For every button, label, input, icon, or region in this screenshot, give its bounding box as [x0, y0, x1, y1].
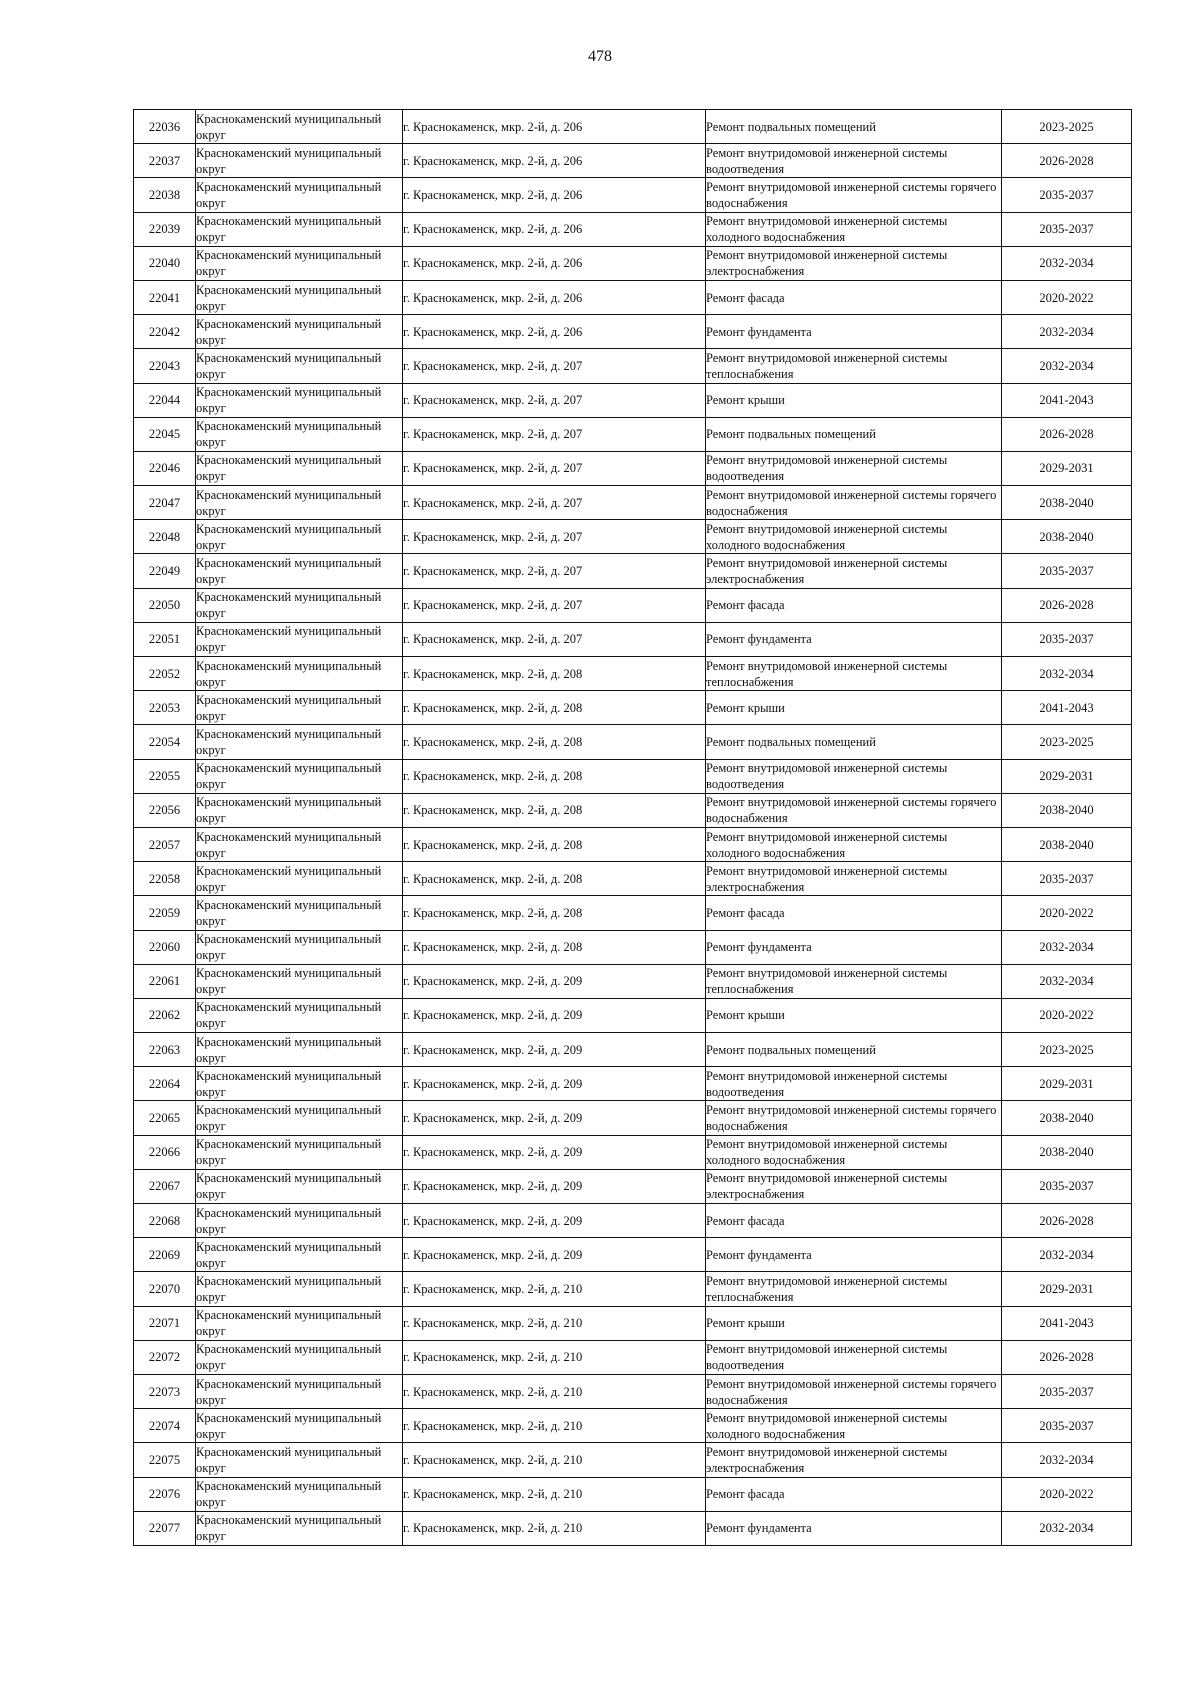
record-number-cell: 22061 [134, 964, 196, 998]
period-cell: 2020-2022 [1002, 1477, 1132, 1511]
period-cell: 2023-2025 [1002, 1033, 1132, 1067]
work-type-cell: Ремонт внутридомовой инженерной системы теплоснабжения [706, 1272, 1002, 1306]
municipality-cell: Краснокаменский муниципальный округ [196, 246, 403, 280]
period-cell: 2026-2028 [1002, 1340, 1132, 1374]
work-type-cell: Ремонт внутридомовой инженерной системы электроснабжения [706, 1169, 1002, 1203]
address-cell: г. Краснокаменск, мкр. 2-й, д. 210 [403, 1272, 706, 1306]
work-type-cell: Ремонт подвальных помещений [706, 417, 1002, 451]
address-cell: г. Краснокаменск, мкр. 2-й, д. 207 [403, 451, 706, 485]
address-cell: г. Краснокаменск, мкр. 2-й, д. 206 [403, 110, 706, 144]
work-type-cell: Ремонт подвальных помещений [706, 110, 1002, 144]
municipality-cell: Краснокаменский муниципальный округ [196, 315, 403, 349]
table-row [134, 793, 1132, 827]
work-type-cell: Ремонт внутридомовой инженерной системы водоотведения [706, 1067, 1002, 1101]
record-number-cell: 22069 [134, 1238, 196, 1272]
work-type-cell: Ремонт внутридомовой инженерной системы водоотведения [706, 144, 1002, 178]
table-row [134, 930, 1132, 964]
table-row [134, 1238, 1132, 1272]
address-cell: г. Краснокаменск, мкр. 2-й, д. 207 [403, 417, 706, 451]
municipality-cell: Краснокаменский муниципальный округ [196, 862, 403, 896]
work-type-cell: Ремонт внутридомовой инженерной системы электроснабжения [706, 246, 1002, 280]
work-type-cell: Ремонт подвальных помещений [706, 725, 1002, 759]
municipality-cell: Краснокаменский муниципальный округ [196, 520, 403, 554]
period-cell: 2032-2034 [1002, 246, 1132, 280]
period-cell: 2035-2037 [1002, 1409, 1132, 1443]
record-number-cell: 22070 [134, 1272, 196, 1306]
record-number-cell: 22071 [134, 1306, 196, 1340]
table-row [134, 1306, 1132, 1340]
address-cell: г. Краснокаменск, мкр. 2-й, д. 207 [403, 588, 706, 622]
work-type-cell: Ремонт фундамента [706, 622, 1002, 656]
municipality-cell: Краснокаменский муниципальный округ [196, 1340, 403, 1374]
table-row [134, 1477, 1132, 1511]
municipality-cell: Краснокаменский муниципальный округ [196, 1033, 403, 1067]
address-cell: г. Краснокаменск, мкр. 2-й, д. 210 [403, 1511, 706, 1545]
work-type-cell: Ремонт внутридомовой инженерной системы холодного водоснабжения [706, 212, 1002, 246]
period-cell: 2029-2031 [1002, 1272, 1132, 1306]
period-cell: 2035-2037 [1002, 554, 1132, 588]
municipality-cell: Краснокаменский муниципальный округ [196, 896, 403, 930]
period-cell: 2032-2034 [1002, 1443, 1132, 1477]
table-row [134, 862, 1132, 896]
address-cell: г. Краснокаменск, мкр. 2-й, д. 209 [403, 1204, 706, 1238]
table-row [134, 178, 1132, 212]
municipality-cell: Краснокаменский муниципальный округ [196, 280, 403, 314]
period-cell: 2026-2028 [1002, 144, 1132, 178]
period-cell: 2020-2022 [1002, 998, 1132, 1032]
municipality-cell: Краснокаменский муниципальный округ [196, 554, 403, 588]
period-cell: 2035-2037 [1002, 178, 1132, 212]
address-cell: г. Краснокаменск, мкр. 2-й, д. 209 [403, 1033, 706, 1067]
table-row [134, 964, 1132, 998]
work-type-cell: Ремонт фундамента [706, 315, 1002, 349]
work-type-cell: Ремонт фасада [706, 1204, 1002, 1238]
table-row [134, 998, 1132, 1032]
record-number-cell: 22057 [134, 827, 196, 861]
address-cell: г. Краснокаменск, мкр. 2-й, д. 207 [403, 622, 706, 656]
work-type-cell: Ремонт подвальных помещений [706, 1033, 1002, 1067]
work-type-cell: Ремонт крыши [706, 1306, 1002, 1340]
work-type-cell: Ремонт крыши [706, 998, 1002, 1032]
period-cell: 2038-2040 [1002, 520, 1132, 554]
address-cell: г. Краснокаменск, мкр. 2-й, д. 206 [403, 212, 706, 246]
record-number-cell: 22054 [134, 725, 196, 759]
address-cell: г. Краснокаменск, мкр. 2-й, д. 207 [403, 486, 706, 520]
address-cell: г. Краснокаменск, мкр. 2-й, д. 208 [403, 657, 706, 691]
municipality-cell: Краснокаменский муниципальный округ [196, 1272, 403, 1306]
period-cell: 2020-2022 [1002, 896, 1132, 930]
record-number-cell: 22053 [134, 691, 196, 725]
period-cell: 2035-2037 [1002, 212, 1132, 246]
address-cell: г. Краснокаменск, мкр. 2-й, д. 208 [403, 793, 706, 827]
municipality-cell: Краснокаменский муниципальный округ [196, 657, 403, 691]
municipality-cell: Краснокаменский муниципальный округ [196, 1374, 403, 1408]
table-row [134, 1169, 1132, 1203]
table-row [134, 554, 1132, 588]
address-cell: г. Краснокаменск, мкр. 2-й, д. 209 [403, 998, 706, 1032]
municipality-cell: Краснокаменский муниципальный округ [196, 110, 403, 144]
address-cell: г. Краснокаменск, мкр. 2-й, д. 206 [403, 246, 706, 280]
municipality-cell: Краснокаменский муниципальный округ [196, 622, 403, 656]
address-cell: г. Краснокаменск, мкр. 2-й, д. 207 [403, 554, 706, 588]
period-cell: 2029-2031 [1002, 1067, 1132, 1101]
work-type-cell: Ремонт внутридомовой инженерной системы теплоснабжения [706, 349, 1002, 383]
period-cell: 2029-2031 [1002, 759, 1132, 793]
record-number-cell: 22051 [134, 622, 196, 656]
work-type-cell: Ремонт фасада [706, 1477, 1002, 1511]
record-number-cell: 22065 [134, 1101, 196, 1135]
address-cell: г. Краснокаменск, мкр. 2-й, д. 208 [403, 725, 706, 759]
period-cell: 2041-2043 [1002, 1306, 1132, 1340]
municipality-cell: Краснокаменский муниципальный округ [196, 451, 403, 485]
period-cell: 2038-2040 [1002, 827, 1132, 861]
record-number-cell: 22075 [134, 1443, 196, 1477]
record-number-cell: 22062 [134, 998, 196, 1032]
page-number: 478 [588, 48, 612, 65]
address-cell: г. Краснокаменск, мкр. 2-й, д. 207 [403, 349, 706, 383]
municipality-cell: Краснокаменский муниципальный округ [196, 964, 403, 998]
table-row [134, 520, 1132, 554]
table-row [134, 827, 1132, 861]
table-row [134, 588, 1132, 622]
municipality-cell: Краснокаменский муниципальный округ [196, 793, 403, 827]
period-cell: 2035-2037 [1002, 1169, 1132, 1203]
record-number-cell: 22063 [134, 1033, 196, 1067]
address-cell: г. Краснокаменск, мкр. 2-й, д. 209 [403, 1101, 706, 1135]
address-cell: г. Краснокаменск, мкр. 2-й, д. 209 [403, 1067, 706, 1101]
address-cell: г. Краснокаменск, мкр. 2-й, д. 210 [403, 1374, 706, 1408]
period-cell: 2026-2028 [1002, 1204, 1132, 1238]
work-type-cell: Ремонт крыши [706, 691, 1002, 725]
work-type-cell: Ремонт крыши [706, 383, 1002, 417]
record-number-cell: 22067 [134, 1169, 196, 1203]
work-type-cell: Ремонт внутридомовой инженерной системы холодного водоснабжения [706, 520, 1002, 554]
work-type-cell: Ремонт фасада [706, 896, 1002, 930]
period-cell: 2029-2031 [1002, 451, 1132, 485]
municipality-cell: Краснокаменский муниципальный округ [196, 417, 403, 451]
record-number-cell: 22045 [134, 417, 196, 451]
address-cell: г. Краснокаменск, мкр. 2-й, д. 209 [403, 1169, 706, 1203]
table-row [134, 246, 1132, 280]
address-cell: г. Краснокаменск, мкр. 2-й, д. 207 [403, 383, 706, 417]
period-cell: 2038-2040 [1002, 486, 1132, 520]
record-number-cell: 22077 [134, 1511, 196, 1545]
period-cell: 2032-2034 [1002, 349, 1132, 383]
work-type-cell: Ремонт внутридомовой инженерной системы горячего водоснабжения [706, 1374, 1002, 1408]
address-cell: г. Краснокаменск, мкр. 2-й, д. 210 [403, 1409, 706, 1443]
work-type-cell: Ремонт внутридомовой инженерной системы водоотведения [706, 759, 1002, 793]
record-number-cell: 22046 [134, 451, 196, 485]
address-cell: г. Краснокаменск, мкр. 2-й, д. 209 [403, 1135, 706, 1169]
period-cell: 2032-2034 [1002, 930, 1132, 964]
municipality-cell: Краснокаменский муниципальный округ [196, 1067, 403, 1101]
period-cell: 2026-2028 [1002, 417, 1132, 451]
work-type-cell: Ремонт внутридомовой инженерной системы электроснабжения [706, 1443, 1002, 1477]
table-row [134, 1135, 1132, 1169]
record-number-cell: 22058 [134, 862, 196, 896]
record-number-cell: 22050 [134, 588, 196, 622]
period-cell: 2038-2040 [1002, 1101, 1132, 1135]
table-row [134, 212, 1132, 246]
address-cell: г. Краснокаменск, мкр. 2-й, д. 206 [403, 280, 706, 314]
record-number-cell: 22076 [134, 1477, 196, 1511]
period-cell: 2041-2043 [1002, 691, 1132, 725]
address-cell: г. Краснокаменск, мкр. 2-й, д. 210 [403, 1443, 706, 1477]
table-row [134, 349, 1132, 383]
municipality-cell: Краснокаменский муниципальный округ [196, 1204, 403, 1238]
address-cell: г. Краснокаменск, мкр. 2-й, д. 210 [403, 1306, 706, 1340]
work-type-cell: Ремонт внутридомовой инженерной системы холодного водоснабжения [706, 1409, 1002, 1443]
period-cell: 2032-2034 [1002, 964, 1132, 998]
municipality-cell: Краснокаменский муниципальный округ [196, 486, 403, 520]
record-number-cell: 22037 [134, 144, 196, 178]
municipality-cell: Краснокаменский муниципальный округ [196, 1477, 403, 1511]
municipality-cell: Краснокаменский муниципальный округ [196, 383, 403, 417]
work-type-cell: Ремонт внутридомовой инженерной системы горячего водоснабжения [706, 1101, 1002, 1135]
work-type-cell: Ремонт фундамента [706, 1511, 1002, 1545]
work-type-cell: Ремонт фундамента [706, 930, 1002, 964]
record-number-cell: 22068 [134, 1204, 196, 1238]
work-type-cell: Ремонт внутридомовой инженерной системы горячего водоснабжения [706, 178, 1002, 212]
table-row [134, 1340, 1132, 1374]
record-number-cell: 22048 [134, 520, 196, 554]
municipality-cell: Краснокаменский муниципальный округ [196, 1443, 403, 1477]
record-number-cell: 22052 [134, 657, 196, 691]
table-row [134, 1033, 1132, 1067]
table-body [134, 110, 1132, 1546]
table-row [134, 1067, 1132, 1101]
work-type-cell: Ремонт внутридомовой инженерной системы водоотведения [706, 451, 1002, 485]
period-cell: 2020-2022 [1002, 280, 1132, 314]
municipality-cell: Краснокаменский муниципальный округ [196, 588, 403, 622]
municipality-cell: Краснокаменский муниципальный округ [196, 212, 403, 246]
record-number-cell: 22074 [134, 1409, 196, 1443]
municipality-cell: Краснокаменский муниципальный округ [196, 1409, 403, 1443]
record-number-cell: 22072 [134, 1340, 196, 1374]
record-number-cell: 22040 [134, 246, 196, 280]
period-cell: 2035-2037 [1002, 1374, 1132, 1408]
address-cell: г. Краснокаменск, мкр. 2-й, д. 206 [403, 178, 706, 212]
record-number-cell: 22047 [134, 486, 196, 520]
work-type-cell: Ремонт внутридомовой инженерной системы холодного водоснабжения [706, 827, 1002, 861]
work-type-cell: Ремонт внутридомовой инженерной системы теплоснабжения [706, 964, 1002, 998]
period-cell: 2035-2037 [1002, 862, 1132, 896]
table-row [134, 315, 1132, 349]
address-cell: г. Краснокаменск, мкр. 2-й, д. 209 [403, 1238, 706, 1272]
table-row [134, 1272, 1132, 1306]
period-cell: 2023-2025 [1002, 725, 1132, 759]
municipality-cell: Краснокаменский муниципальный округ [196, 998, 403, 1032]
period-cell: 2035-2037 [1002, 622, 1132, 656]
table-row [134, 451, 1132, 485]
period-cell: 2032-2034 [1002, 315, 1132, 349]
municipality-cell: Краснокаменский муниципальный округ [196, 1306, 403, 1340]
table-row [134, 417, 1132, 451]
period-cell: 2026-2028 [1002, 588, 1132, 622]
work-type-cell: Ремонт внутридомовой инженерной системы холодного водоснабжения [706, 1135, 1002, 1169]
work-type-cell: Ремонт внутридомовой инженерной системы электроснабжения [706, 554, 1002, 588]
table-row [134, 110, 1132, 144]
address-cell: г. Краснокаменск, мкр. 2-й, д. 208 [403, 930, 706, 964]
table-row [134, 486, 1132, 520]
work-type-cell: Ремонт фасада [706, 280, 1002, 314]
work-type-cell: Ремонт внутридомовой инженерной системы теплоснабжения [706, 657, 1002, 691]
address-cell: г. Краснокаменск, мкр. 2-й, д. 210 [403, 1477, 706, 1511]
municipality-cell: Краснокаменский муниципальный округ [196, 827, 403, 861]
record-number-cell: 22038 [134, 178, 196, 212]
municipality-cell: Краснокаменский муниципальный округ [196, 1135, 403, 1169]
address-cell: г. Краснокаменск, мкр. 2-й, д. 209 [403, 964, 706, 998]
table-row [134, 1101, 1132, 1135]
work-type-cell: Ремонт внутридомовой инженерной системы электроснабжения [706, 862, 1002, 896]
record-number-cell: 22049 [134, 554, 196, 588]
municipality-cell: Краснокаменский муниципальный округ [196, 178, 403, 212]
table-row [134, 725, 1132, 759]
address-cell: г. Краснокаменск, мкр. 2-й, д. 208 [403, 862, 706, 896]
period-cell: 2041-2043 [1002, 383, 1132, 417]
work-type-cell: Ремонт фундамента [706, 1238, 1002, 1272]
period-cell: 2032-2034 [1002, 657, 1132, 691]
address-cell: г. Краснокаменск, мкр. 2-й, д. 208 [403, 759, 706, 793]
record-number-cell: 22059 [134, 896, 196, 930]
table-row [134, 691, 1132, 725]
address-cell: г. Краснокаменск, мкр. 2-й, д. 207 [403, 520, 706, 554]
address-cell: г. Краснокаменск, мкр. 2-й, д. 208 [403, 691, 706, 725]
municipality-cell: Краснокаменский муниципальный округ [196, 759, 403, 793]
record-number-cell: 22064 [134, 1067, 196, 1101]
address-cell: г. Краснокаменск, мкр. 2-й, д. 208 [403, 827, 706, 861]
record-number-cell: 22039 [134, 212, 196, 246]
period-cell: 2032-2034 [1002, 1238, 1132, 1272]
table-row [134, 280, 1132, 314]
table-row [134, 144, 1132, 178]
address-cell: г. Краснокаменск, мкр. 2-й, д. 206 [403, 144, 706, 178]
period-cell: 2038-2040 [1002, 793, 1132, 827]
record-number-cell: 22044 [134, 383, 196, 417]
municipality-cell: Краснокаменский муниципальный округ [196, 930, 403, 964]
work-type-cell: Ремонт внутридомовой инженерной системы горячего водоснабжения [706, 793, 1002, 827]
table-row [134, 759, 1132, 793]
record-number-cell: 22066 [134, 1135, 196, 1169]
address-cell: г. Краснокаменск, мкр. 2-й, д. 206 [403, 315, 706, 349]
record-number-cell: 22060 [134, 930, 196, 964]
record-number-cell: 22036 [134, 110, 196, 144]
work-type-cell: Ремонт фасада [706, 588, 1002, 622]
record-number-cell: 22056 [134, 793, 196, 827]
municipality-cell: Краснокаменский муниципальный округ [196, 1511, 403, 1545]
work-type-cell: Ремонт внутридомовой инженерной системы горячего водоснабжения [706, 486, 1002, 520]
municipality-cell: Краснокаменский муниципальный округ [196, 144, 403, 178]
table-row [134, 622, 1132, 656]
table-row [134, 383, 1132, 417]
table-row [134, 1374, 1132, 1408]
municipality-cell: Краснокаменский муниципальный округ [196, 1101, 403, 1135]
municipality-cell: Краснокаменский муниципальный округ [196, 1169, 403, 1203]
address-cell: г. Краснокаменск, мкр. 2-й, д. 210 [403, 1340, 706, 1374]
period-cell: 2038-2040 [1002, 1135, 1132, 1169]
repair-schedule-table [133, 109, 1132, 1546]
table-row [134, 1409, 1132, 1443]
table-row [134, 657, 1132, 691]
municipality-cell: Краснокаменский муниципальный округ [196, 691, 403, 725]
address-cell: г. Краснокаменск, мкр. 2-й, д. 208 [403, 896, 706, 930]
table-row [134, 1204, 1132, 1238]
record-number-cell: 22073 [134, 1374, 196, 1408]
table-row [134, 896, 1132, 930]
period-cell: 2032-2034 [1002, 1511, 1132, 1545]
table-row [134, 1511, 1132, 1545]
municipality-cell: Краснокаменский муниципальный округ [196, 1238, 403, 1272]
record-number-cell: 22043 [134, 349, 196, 383]
record-number-cell: 22055 [134, 759, 196, 793]
record-number-cell: 22041 [134, 280, 196, 314]
work-type-cell: Ремонт внутридомовой инженерной системы водоотведения [706, 1340, 1002, 1374]
period-cell: 2023-2025 [1002, 110, 1132, 144]
municipality-cell: Краснокаменский муниципальный округ [196, 725, 403, 759]
record-number-cell: 22042 [134, 315, 196, 349]
table-row [134, 1443, 1132, 1477]
municipality-cell: Краснокаменский муниципальный округ [196, 349, 403, 383]
